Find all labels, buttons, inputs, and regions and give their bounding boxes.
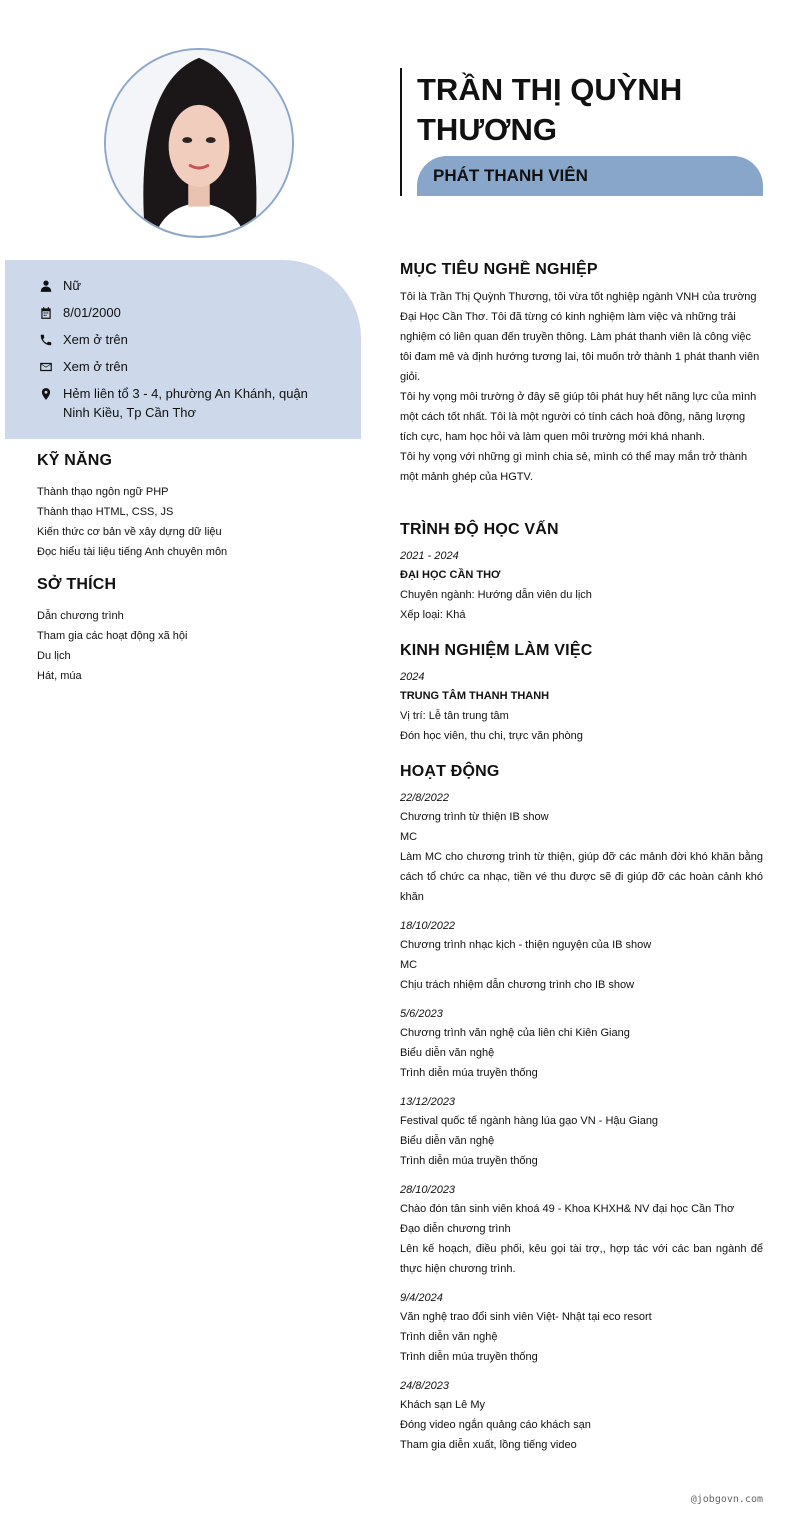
contact-address (39, 384, 361, 422)
profile-photo (104, 48, 294, 238)
objective-paragraph: Tôi hy vọng với những gì mình chia sẻ, mình có thể may mắn trở thành một mảnh ghép của HGTV. (400, 451, 748, 483)
activity-description: Trình diễn múa truyền thống (400, 1351, 538, 1363)
activity-role: Đóng video ngắn quảng cáo khách sạn (400, 1419, 591, 1431)
contact-gender-value: Nữ (63, 278, 82, 293)
skills-heading: KỸ NĂNG (37, 452, 113, 469)
list-item: Thành thạo ngôn ngữ PHP (37, 486, 169, 498)
education-heading: TRÌNH ĐỘ HỌC VẤN (400, 521, 559, 538)
activity-entry (400, 1093, 763, 1171)
activity-event: Chương trình từ thiện IB show (400, 811, 549, 823)
activity-entry (400, 1377, 763, 1455)
activity-event: Chương trình nhạc kịch - thiện nguyện của IB show (400, 939, 652, 951)
activity-event: Festival quốc tế ngành hàng lúa gạo VN - Hậu Giang (400, 1115, 659, 1127)
list-item: Kiến thức cơ bản về xây dựng dữ liệu (37, 526, 222, 538)
activity-description: Chịu trách nhiệm dẫn chương trình cho IB show (400, 979, 635, 991)
contact-panel (5, 260, 361, 439)
activity-role: Biểu diễn văn nghệ (400, 1047, 495, 1059)
contact-email-value: Xem ở trên (63, 359, 128, 374)
list-item: Du lịch (37, 650, 71, 662)
activity-date: 24/8/2023 (400, 1380, 449, 1392)
objective-paragraph: Tôi là Trần Thị Quỳnh Thương, tôi vừa tốt nghiệp ngành VNH của trường Đại Học Cần Thơ. Tôi đã từng có kinh nghiệm làm việc và những trải nghiệm có liên quan đến truyền thông. Làm phát thanh viên là công việc tôi đam mê và định hướng tương lai, tôi muốn trở thành 1 phát thanh viên giỏi. (400, 291, 760, 383)
contact-address-value: Hẻm liên tổ 3 - 4, phường An Khánh, quận Ninh Kiều, Tp Cần Thơ (63, 386, 308, 420)
experience-period: 2024 (400, 671, 425, 683)
activity-role: MC (400, 959, 418, 971)
activity-entry (400, 917, 763, 995)
contact-birthdate (39, 303, 361, 322)
activity-event: Văn nghệ trao đổi sinh viên Việt- Nhật tại eco resort (400, 1311, 652, 1323)
contact-birthdate-value: 8/01/2000 (63, 305, 121, 320)
activity-description: Tham gia diễn xuất, lồng tiếng video (400, 1439, 577, 1451)
activity-role: MC (400, 831, 418, 843)
activity-entry (400, 789, 763, 907)
objective-paragraph: Tôi hy vọng môi trường ở đây sẽ giúp tôi phát huy hết năng lực của mình một cách tốt nhất. Tôi là một người có tính cách hoà đồng, năng lượng tích cực, ham học hỏi và làm quen môi trường mới khá nhanh. (400, 391, 757, 443)
contact-gender (39, 276, 361, 295)
job-title: PHÁT THANH VIÊN (417, 156, 763, 196)
activity-role: Đạo diễn chương trình (400, 1223, 511, 1235)
activity-entry (400, 1181, 763, 1279)
contact-phone-value: Xem ở trên (63, 332, 128, 347)
list-item: Tham gia các hoạt động xã hội (37, 630, 188, 642)
objective-heading: MỤC TIÊU NGHỀ NGHIỆP (400, 261, 598, 278)
education-section (400, 521, 763, 625)
activity-event: Chương trình văn nghệ của liên chi Kiên Giang (400, 1027, 630, 1039)
contact-email (39, 357, 361, 376)
contact-phone (39, 330, 361, 349)
name-block (400, 68, 763, 196)
activities-heading: HOẠT ĐỘNG (400, 763, 500, 780)
activity-date: 5/6/2023 (400, 1008, 443, 1020)
activity-date: 28/10/2023 (400, 1184, 456, 1196)
candidate-name: TRẦN THỊ QUỲNH THƯƠNG (417, 72, 683, 147)
activity-event: Chào đón tân sinh viên khoá 49 - Khoa KHXH& NV đại học Cần Thơ (400, 1203, 735, 1215)
hobbies-heading: SỞ THÍCH (37, 576, 117, 593)
list-item: Dẫn chương trình (37, 610, 124, 622)
activity-date: 13/12/2023 (400, 1096, 456, 1108)
education-period: 2021 - 2024 (400, 550, 459, 562)
experience-company: TRUNG TÂM THANH THANH (400, 690, 550, 702)
experience-heading: KINH NGHIỆM LÀM VIỆC (400, 642, 593, 659)
activity-date: 22/8/2022 (400, 792, 449, 804)
footer-credit: @jobgovn.com (690, 1494, 763, 1505)
hobbies-section (37, 576, 337, 686)
activity-entry (400, 1289, 763, 1367)
calendar-icon (39, 306, 53, 320)
activity-entry (400, 1005, 763, 1083)
skills-section (37, 452, 337, 562)
list-item: Hát, múa (37, 670, 82, 682)
activity-role: Trình diễn văn nghệ (400, 1331, 498, 1343)
objective-section (400, 261, 763, 487)
activity-description: Làm MC cho chương trình từ thiện, giúp đỡ các mảnh đời khó khăn bằng cách tổ chức ca nhạc, tiền vé thu được sẽ đi giúp đỡ các hoàn cảnh khó khăn (400, 851, 763, 903)
activity-date: 18/10/2022 (400, 920, 456, 932)
list-item: Thành thạo HTML, CSS, JS (37, 506, 174, 518)
person-icon (39, 279, 53, 293)
activity-description: Trình diễn múa truyền thống (400, 1155, 538, 1167)
activity-description: Lên kế hoạch, điều phối, kêu gọi tài trợ,, hợp tác với các ban ngành để thực hiện chương trình. (400, 1243, 763, 1275)
experience-position: Vị trí: Lễ tân trung tâm (400, 710, 509, 722)
experience-section (400, 642, 763, 746)
phone-icon (39, 333, 53, 347)
mail-icon (39, 360, 53, 374)
list-item: Đọc hiểu tài liệu tiếng Anh chuyên môn (37, 546, 228, 558)
activity-date: 9/4/2024 (400, 1292, 443, 1304)
activity-event: Khách sạn Lê My (400, 1399, 485, 1411)
experience-duties: Đón học viên, thu chi, trực văn phòng (400, 730, 583, 742)
activity-role: Biểu diễn văn nghệ (400, 1135, 495, 1147)
activities-section (400, 763, 763, 1465)
education-major: Chuyên ngành: Hướng dẫn viên du lịch (400, 589, 592, 601)
education-school: ĐẠI HỌC CẦN THƠ (400, 569, 501, 581)
location-pin-icon (39, 387, 53, 401)
portrait-image (106, 50, 292, 236)
activity-description: Trình diễn múa truyền thống (400, 1067, 538, 1079)
education-grade: Xếp loại: Khá (400, 609, 466, 621)
